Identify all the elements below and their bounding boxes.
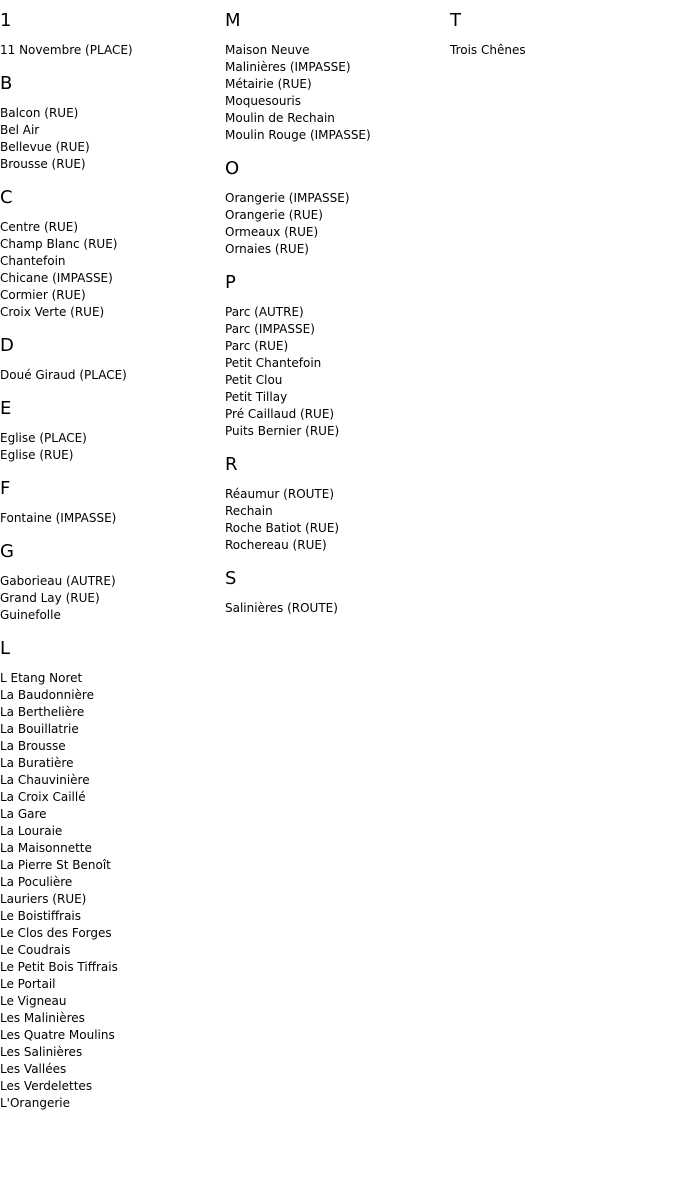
- street-name: Orangerie (RUE): [225, 208, 323, 222]
- street-name: Brousse (RUE): [0, 157, 86, 171]
- letter-section: [225, 272, 447, 440]
- street-name: L Etang Noret: [0, 671, 83, 685]
- street-name: Croix Verte (RUE): [0, 305, 105, 319]
- street-name: Parc (AUTRE): [225, 305, 304, 319]
- street-name: Lauriers (RUE): [0, 892, 87, 906]
- street-name: Champ Blanc (RUE): [0, 237, 118, 251]
- street-name: Les Malinières: [0, 1011, 85, 1025]
- section-letter-heading: D: [0, 335, 14, 356]
- street-name: Les Quatre Moulins: [0, 1028, 115, 1042]
- street-name: Centre (RUE): [0, 220, 79, 234]
- section-letter-heading: F: [0, 478, 11, 499]
- street-name: Moulin de Rechain: [225, 111, 335, 125]
- letter-section: [0, 10, 222, 59]
- street-name: Chantefoin: [0, 254, 66, 268]
- street-list: [0, 573, 222, 624]
- street-name: La Baudonnière: [0, 688, 94, 702]
- street-index-column-3: [450, 10, 672, 73]
- street-name: Rochereau (RUE): [225, 538, 327, 552]
- street-name: Doué Giraud (PLACE): [0, 368, 127, 382]
- street-list: [0, 219, 222, 321]
- street-name: Maison Neuve: [225, 43, 310, 57]
- street-name: Ornaies (RUE): [225, 242, 309, 256]
- street-name: Eglise (PLACE): [0, 431, 87, 445]
- street-list: [450, 42, 672, 59]
- street-name: La Bouillatrie: [0, 722, 79, 736]
- street-name: Le Boistiffrais: [0, 909, 82, 923]
- street-name: Eglise (RUE): [0, 448, 74, 462]
- street-name: Les Salinières: [0, 1045, 83, 1059]
- letter-section: [225, 568, 447, 617]
- street-name: Les Verdelettes: [0, 1079, 93, 1093]
- street-name: Petit Clou: [225, 373, 283, 387]
- street-name: Petit Chantefoin: [225, 356, 322, 370]
- section-letter-heading: L: [0, 638, 11, 659]
- street-list: [225, 304, 447, 440]
- letter-section: [0, 398, 222, 464]
- letter-section: [0, 478, 222, 527]
- section-letter-heading: 1: [0, 10, 12, 31]
- section-letter-heading: P: [225, 272, 236, 293]
- section-letter-heading: E: [0, 398, 12, 419]
- street-name: La Gare: [0, 807, 47, 821]
- street-name: Le Portail: [0, 977, 56, 991]
- street-list: [0, 42, 222, 59]
- street-list: [225, 42, 447, 144]
- street-name: La Pierre St Benoît: [0, 858, 111, 872]
- street-list: [0, 670, 222, 1112]
- street-name: Moquesouris: [225, 94, 302, 108]
- street-name: La Chauvinière: [0, 773, 90, 787]
- street-name: Chicane (IMPASSE): [0, 271, 113, 285]
- street-list: [0, 430, 222, 464]
- letter-section: [0, 187, 222, 321]
- street-name: 11 Novembre (PLACE): [0, 43, 133, 57]
- street-name: Petit Tillay: [225, 390, 288, 404]
- street-name: Puits Bernier (RUE): [225, 424, 340, 438]
- street-name: Gaborieau (AUTRE): [0, 574, 116, 588]
- street-list: [225, 600, 447, 617]
- street-list: [225, 486, 447, 554]
- street-name: Réaumur (ROUTE): [225, 487, 335, 501]
- street-name: Le Clos des Forges: [0, 926, 112, 940]
- street-name: Rechain: [225, 504, 273, 518]
- street-name: La Brousse: [0, 739, 66, 753]
- street-name: La Croix Caillé: [0, 790, 86, 804]
- street-name: La Buratière: [0, 756, 74, 770]
- street-name: La Louraie: [0, 824, 63, 838]
- letter-section: [225, 158, 447, 258]
- section-letter-heading: B: [0, 73, 13, 94]
- street-list: [225, 190, 447, 258]
- street-name: Parc (RUE): [225, 339, 289, 353]
- street-name: Fontaine (IMPASSE): [0, 511, 117, 525]
- section-letter-heading: T: [450, 10, 461, 31]
- street-name: Les Vallées: [0, 1062, 67, 1076]
- street-name: Le Vigneau: [0, 994, 67, 1008]
- letter-section: [225, 10, 447, 144]
- street-name: Bel Air: [0, 123, 40, 137]
- street-name: Salinières (ROUTE): [225, 601, 338, 615]
- street-name: Cormier (RUE): [0, 288, 86, 302]
- street-index-column-1: [0, 10, 222, 1126]
- street-name: La Berthelière: [0, 705, 85, 719]
- letter-section: [0, 638, 222, 1112]
- street-name: Trois Chênes: [450, 43, 526, 57]
- section-letter-heading: G: [0, 541, 14, 562]
- street-name: La Maisonnette: [0, 841, 92, 855]
- street-list: [0, 105, 222, 173]
- street-name: L'Orangerie: [0, 1096, 70, 1110]
- street-name: Moulin Rouge (IMPASSE): [225, 128, 371, 142]
- street-list: [0, 367, 222, 384]
- street-name: Malinières (IMPASSE): [225, 60, 351, 74]
- street-name: Parc (IMPASSE): [225, 322, 315, 336]
- street-name: Orangerie (IMPASSE): [225, 191, 350, 205]
- street-name: Le Petit Bois Tiffrais: [0, 960, 118, 974]
- letter-section: [225, 454, 447, 554]
- section-letter-heading: S: [225, 568, 237, 589]
- street-name: Roche Batiot (RUE): [225, 521, 340, 535]
- street-list: [0, 510, 222, 527]
- street-index-column-2: [225, 10, 447, 631]
- street-name: Le Coudrais: [0, 943, 71, 957]
- letter-section: [0, 541, 222, 624]
- street-name: Ormeaux (RUE): [225, 225, 319, 239]
- letter-section: [0, 73, 222, 173]
- street-name: Pré Caillaud (RUE): [225, 407, 335, 421]
- letter-section: [0, 335, 222, 384]
- street-name: La Poculière: [0, 875, 73, 889]
- street-name: Grand Lay (RUE): [0, 591, 100, 605]
- section-letter-heading: C: [0, 187, 13, 208]
- street-name: Métairie (RUE): [225, 77, 312, 91]
- letter-section: [450, 10, 672, 59]
- section-letter-heading: O: [225, 158, 240, 179]
- street-name: Balcon (RUE): [0, 106, 79, 120]
- street-name: Bellevue (RUE): [0, 140, 90, 154]
- street-name: Guinefolle: [0, 608, 61, 622]
- section-letter-heading: R: [225, 454, 238, 475]
- section-letter-heading: M: [225, 10, 241, 31]
